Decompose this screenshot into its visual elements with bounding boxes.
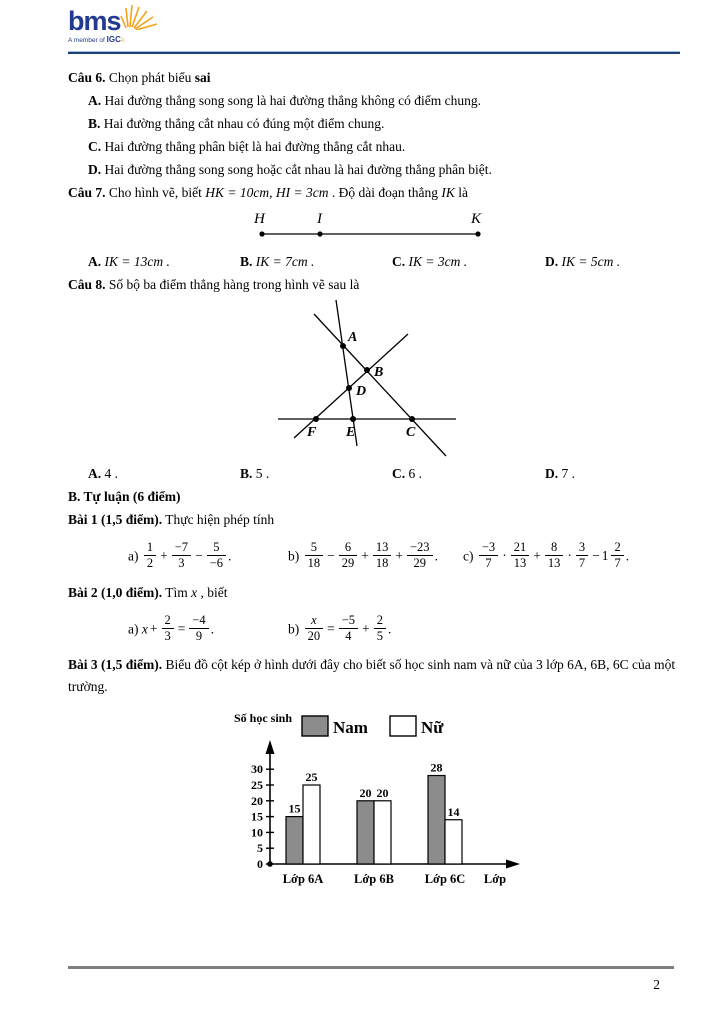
point-label-e: E — [346, 425, 356, 440]
cau7-option-c — [392, 250, 545, 273]
cau8-option-d — [545, 462, 575, 485]
bar-nam-3 — [428, 776, 445, 864]
cau7-heading — [68, 181, 680, 204]
origin-dot — [267, 861, 273, 867]
cau8-text: Số bộ ba điểm thẳng hàng trong hình vẽ sau là — [105, 277, 360, 292]
x-axis-title: Lớp — [483, 872, 507, 886]
cau7-math2: IK — [441, 185, 455, 200]
legend-swatch-nam — [302, 716, 328, 736]
page-number: 2 — [653, 977, 660, 992]
cau8-option-a — [88, 462, 240, 485]
option-text: Hai đường thẳng song song là hai đường thẳng không có điểm chung. — [101, 93, 481, 108]
cau6-heading — [68, 66, 680, 89]
option-text: Hai đường thẳng song song hoặc cắt nhau là hai đường thẳng phân biệt. — [101, 162, 492, 177]
bar-value-label: 15 — [288, 801, 301, 816]
cau6-intro-bold: sai — [194, 70, 211, 85]
option-label: A. — [88, 466, 102, 481]
cau7-option-a — [88, 250, 240, 273]
option-label: C. — [392, 466, 406, 481]
option-text: Hai đường thẳng cắt nhau có đúng một điểm chung. — [100, 116, 385, 131]
option-label: B. — [240, 254, 253, 269]
option-text: 4 . — [101, 466, 118, 481]
y-axis-title: Số học sinh — [234, 711, 293, 725]
bai1-expr-c: c) $\frac{-3}{7}$ · $\frac{21}{13}$ + $\frac{8}{13}$ · $\frac{3}{7}$ − 1 $\frac{2}{7}$ . — [463, 539, 630, 570]
cau8-option-b — [240, 462, 392, 485]
option-math: IK = 5cm . — [558, 254, 621, 269]
cau7-label: Câu 7. — [68, 185, 106, 200]
category-label: Lớp 6B — [354, 872, 394, 886]
option-label: B. — [88, 116, 101, 131]
point-label-c: C — [406, 425, 416, 440]
bar-nam-1 — [286, 817, 303, 864]
bai3-heading — [68, 654, 680, 698]
option-label: D. — [545, 254, 559, 269]
cau8-label: Câu 8. — [68, 277, 106, 292]
footer — [68, 966, 674, 993]
bar-nam-2 — [357, 801, 374, 864]
bar-nữ-1 — [303, 785, 320, 864]
cau7-math: HK = 10cm, HI = 3cm — [205, 185, 329, 200]
y-tick-label: 20 — [251, 793, 263, 808]
bar-nữ-3 — [445, 820, 462, 864]
cau7-options — [68, 250, 680, 273]
footer-rule — [68, 966, 674, 969]
cau6-option-c — [68, 135, 680, 158]
bms-logo — [68, 8, 158, 48]
cau7-option-d — [545, 250, 620, 273]
cau6-option-a — [68, 89, 680, 112]
option-label: A. — [88, 254, 102, 269]
option-label: A. — [88, 93, 102, 108]
option-math: IK = 13cm . — [101, 254, 170, 269]
bai2-heading — [68, 581, 680, 604]
bai1-expressions — [68, 537, 680, 577]
legend-swatch-nu — [390, 716, 416, 736]
y-tick-label: 5 — [257, 841, 263, 856]
option-text: 7 . — [558, 466, 575, 481]
option-text: 6 . — [405, 466, 422, 481]
cau7-text: Cho hình vẽ, biết — [105, 185, 206, 200]
option-label: D. — [88, 162, 102, 177]
bai2-expr-b: b) $\frac{x}{20}$ = $\frac{-5}{4}$ + $\frac{2}{5}$ . — [288, 612, 392, 643]
point-label-h: H — [254, 211, 265, 227]
y-tick-label: 0 — [257, 857, 263, 871]
bai2-desc: Tìm — [162, 585, 192, 600]
bai2-label: Bài 2 (1,0 điểm). — [68, 585, 163, 600]
bai1-label: Bài 1 (1,5 điểm). — [68, 512, 163, 527]
chart-container — [230, 708, 680, 904]
bai1-expr-b: b) $\frac{5}{18}$ − $\frac{6}{29}$ + $\frac{13}{18}$ + $\frac{-23}{29}$ . — [288, 539, 438, 570]
cau8-option-c — [392, 462, 545, 485]
bai1-desc: Thực hiện phép tính — [162, 512, 275, 527]
logo-tagline — [68, 35, 158, 44]
y-tick-label: 25 — [251, 778, 263, 792]
y-axis-arrow — [266, 740, 275, 754]
bai3-text: Biểu đồ cột kép ở hình dưới đây cho biết số học sinh nam và nữ của 3 lớp 6A, 6B, 6C của một trường. — [68, 657, 676, 694]
bar-value-label: 20 — [376, 785, 389, 800]
bar-value-label: 20 — [359, 785, 372, 800]
option-label: D. — [545, 466, 559, 481]
logo-text: bms — [68, 6, 121, 36]
bai3-label: Bài 3 (1,5 điểm). — [68, 657, 163, 672]
x-axis-arrow — [506, 860, 520, 869]
option-math: IK = 3cm . — [405, 254, 468, 269]
logo-tagline-text: A member of — [68, 37, 105, 44]
bar-nữ-2 — [374, 801, 391, 864]
option-text: Hai đường thẳng phân biệt là hai đường thẳng cắt nhau. — [101, 139, 406, 154]
bai2-expr-a: a) x + $\frac{2}{3}$ = $\frac{-4}{9}$ . — [128, 612, 215, 643]
y-tick-label: 15 — [251, 809, 263, 824]
sunburst-icon — [120, 4, 160, 30]
cau7-option-b — [240, 250, 392, 273]
cau6-label: Câu 6. — [68, 70, 106, 85]
point-label-i: I — [317, 211, 322, 227]
cau7-text3: là — [454, 185, 468, 200]
cau6-intro: Chọn phát biểu — [105, 70, 195, 85]
point-label-d: D — [356, 384, 367, 399]
bai2-desc2: , biết — [197, 585, 228, 600]
point-label-b: B — [374, 365, 384, 380]
logo-brand-text: IGC — [106, 35, 121, 44]
category-label: Lớp 6C — [424, 872, 466, 886]
bar-value-label: 28 — [430, 760, 443, 775]
point-label-f: F — [307, 425, 317, 440]
bar-value-label: 14 — [447, 804, 460, 819]
legend-label-nam: Nam — [333, 718, 368, 737]
logo-marks: ≡ — [120, 38, 125, 44]
header-rule — [68, 51, 680, 54]
bai2-expressions — [68, 610, 680, 650]
bar-value-label: 25 — [305, 770, 318, 784]
cau8-options — [68, 462, 680, 485]
lines-figure — [278, 298, 508, 460]
y-tick-label: 10 — [251, 825, 263, 840]
bar-chart — [230, 708, 530, 900]
option-label: C. — [392, 254, 406, 269]
category-label: Lớp 6A — [282, 872, 324, 886]
bai1-expr-a: a) $\frac{1}{2}$ + $\frac{-7}{3}$ − $\frac{5}{-6}$ . — [128, 539, 232, 570]
segment-figure-hik — [240, 208, 500, 244]
cau8-heading — [68, 273, 680, 296]
option-math: IK = 7cm . — [252, 254, 315, 269]
cau6-option-b — [68, 112, 680, 135]
bai1-heading — [68, 508, 680, 531]
option-label: C. — [88, 139, 102, 154]
cau7-text2: . Độ dài đoạn thẳng — [328, 185, 442, 200]
point-label-a: A — [348, 330, 358, 345]
y-tick-label: 30 — [251, 762, 263, 777]
cau6-option-d — [68, 158, 680, 181]
option-label: B. — [240, 466, 253, 481]
legend-label-nu: Nữ — [421, 718, 444, 737]
bai2-desc-math: x — [191, 585, 198, 600]
point-label-k: K — [471, 211, 482, 227]
section-b-title: B. Tự luận (6 điểm) — [68, 489, 181, 504]
option-text: 5 . — [252, 466, 270, 481]
